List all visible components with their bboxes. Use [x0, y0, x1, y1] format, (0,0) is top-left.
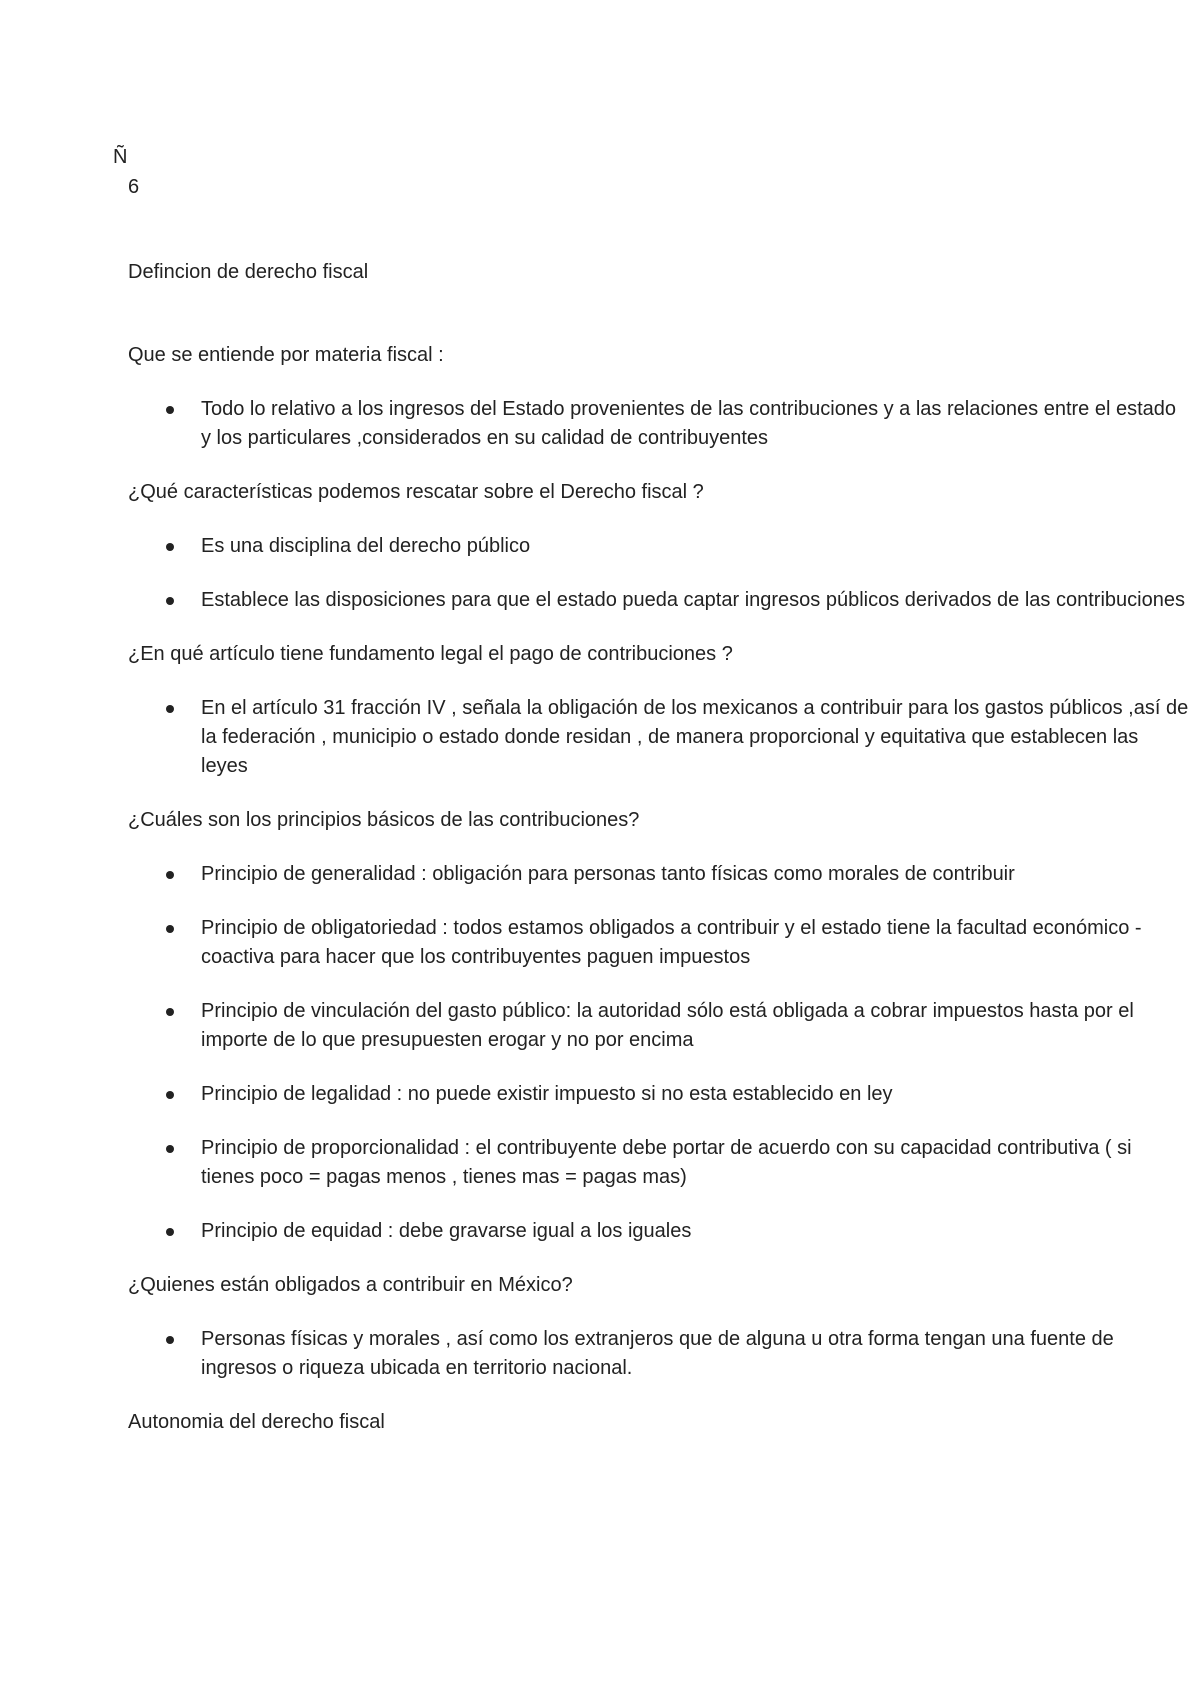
- list-item: [128, 586, 1190, 615]
- bullet-icon: [166, 543, 174, 551]
- list-item-text: Principio de proporcionalidad : el contribuyente debe portar de acuerdo con su capacidad contributiva ( si tienes poco = pagas menos , tienes mas = pagas mas): [201, 1137, 1132, 1188]
- list-item-text: Principio de vinculación del gasto público: la autoridad sólo está obligada a cobrar impuestos hasta por el importe de lo que presupuesten erogar y no por encima: [201, 1000, 1134, 1051]
- header-number: 6: [128, 176, 140, 198]
- list-item: [128, 997, 1190, 1055]
- bullet-icon: [166, 1228, 174, 1236]
- list-item-text: Personas físicas y morales , así como los extranjeros que de alguna u otra forma tengan una fuente de ingresos o riqueza ubicada en territorio nacional.: [201, 1328, 1114, 1379]
- list-item: [128, 694, 1190, 781]
- section-heading: ¿Qué características podemos rescatar sobre el Derecho fiscal ?: [128, 481, 704, 503]
- list-item: [128, 395, 1190, 453]
- bullet-icon: [166, 406, 174, 414]
- section-materia-fiscal: [128, 341, 1190, 453]
- bullet-icon: [166, 705, 174, 713]
- bullet-icon: [166, 1336, 174, 1344]
- list-item-text: Principio de equidad : debe gravarse igual a los iguales: [201, 1220, 692, 1242]
- list-item-text: En el artículo 31 fracción IV , señala la obligación de los mexicanos a contribuir para los gastos públicos ,así de la federación , municipio o estado donde residan , de manera proporcional y equitativa que establecen las leyes: [201, 697, 1189, 777]
- bullet-list: [128, 860, 1190, 1246]
- section-heading: ¿En qué artículo tiene fundamento legal el pago de contribuciones ?: [128, 643, 733, 665]
- list-item: [128, 532, 1190, 561]
- list-item: [128, 1134, 1190, 1192]
- list-item: [128, 1080, 1190, 1109]
- section-heading: Que se entiende por materia fiscal :: [128, 344, 444, 366]
- section-heading: ¿Cuáles son los principios básicos de las contribuciones?: [128, 809, 640, 831]
- list-item: [128, 914, 1190, 972]
- section-articulo: [128, 640, 1190, 781]
- list-item-text: Todo lo relativo a los ingresos del Estado provenientes de las contribuciones y a las relaciones entre el estado y los particulares ,considerados en su calidad de contribuyentes: [201, 398, 1177, 449]
- list-item: [128, 860, 1190, 889]
- list-item-text: Establece las disposiciones para que el estado pueda captar ingresos públicos derivados de las contribuciones: [201, 589, 1185, 611]
- bullet-icon: [166, 925, 174, 933]
- list-item: [128, 1217, 1190, 1246]
- section-definicion: [128, 258, 1190, 287]
- section-obligados: [128, 1271, 1190, 1383]
- list-item-text: Principio de generalidad : obligación para personas tanto físicas como morales de contribuir: [201, 863, 1015, 885]
- list-item-text: Principio de obligatoriedad : todos estamos obligados a contribuir y el estado tiene la facultad económico -coactiva para hacer que los contribuyentes paguen impuestos: [201, 917, 1142, 968]
- bullet-icon: [166, 597, 174, 605]
- bullet-icon: [166, 1091, 174, 1099]
- list-item-text: Principio de legalidad : no puede existir impuesto si no esta establecido en ley: [201, 1083, 893, 1105]
- bullet-icon: [166, 1145, 174, 1153]
- section-caracteristicas: [128, 478, 1190, 615]
- section-principios: [128, 806, 1190, 1246]
- bullet-icon: [166, 1008, 174, 1016]
- list-item-text: Es una disciplina del derecho público: [201, 535, 531, 557]
- list-item: [128, 1325, 1190, 1383]
- section-heading: Defincion de derecho fiscal: [128, 261, 369, 283]
- section-autonomia: [128, 1408, 1190, 1437]
- bullet-list: [128, 1325, 1190, 1383]
- bullet-list: [128, 694, 1190, 781]
- bullet-list: [128, 395, 1190, 453]
- header-mark: Ñ: [113, 146, 128, 168]
- section-heading: Autonomia del derecho fiscal: [128, 1411, 385, 1433]
- section-heading: ¿Quienes están obligados a contribuir en México?: [128, 1274, 573, 1296]
- bullet-icon: [166, 871, 174, 879]
- bullet-list: [128, 532, 1190, 615]
- document-content: [128, 258, 1190, 1437]
